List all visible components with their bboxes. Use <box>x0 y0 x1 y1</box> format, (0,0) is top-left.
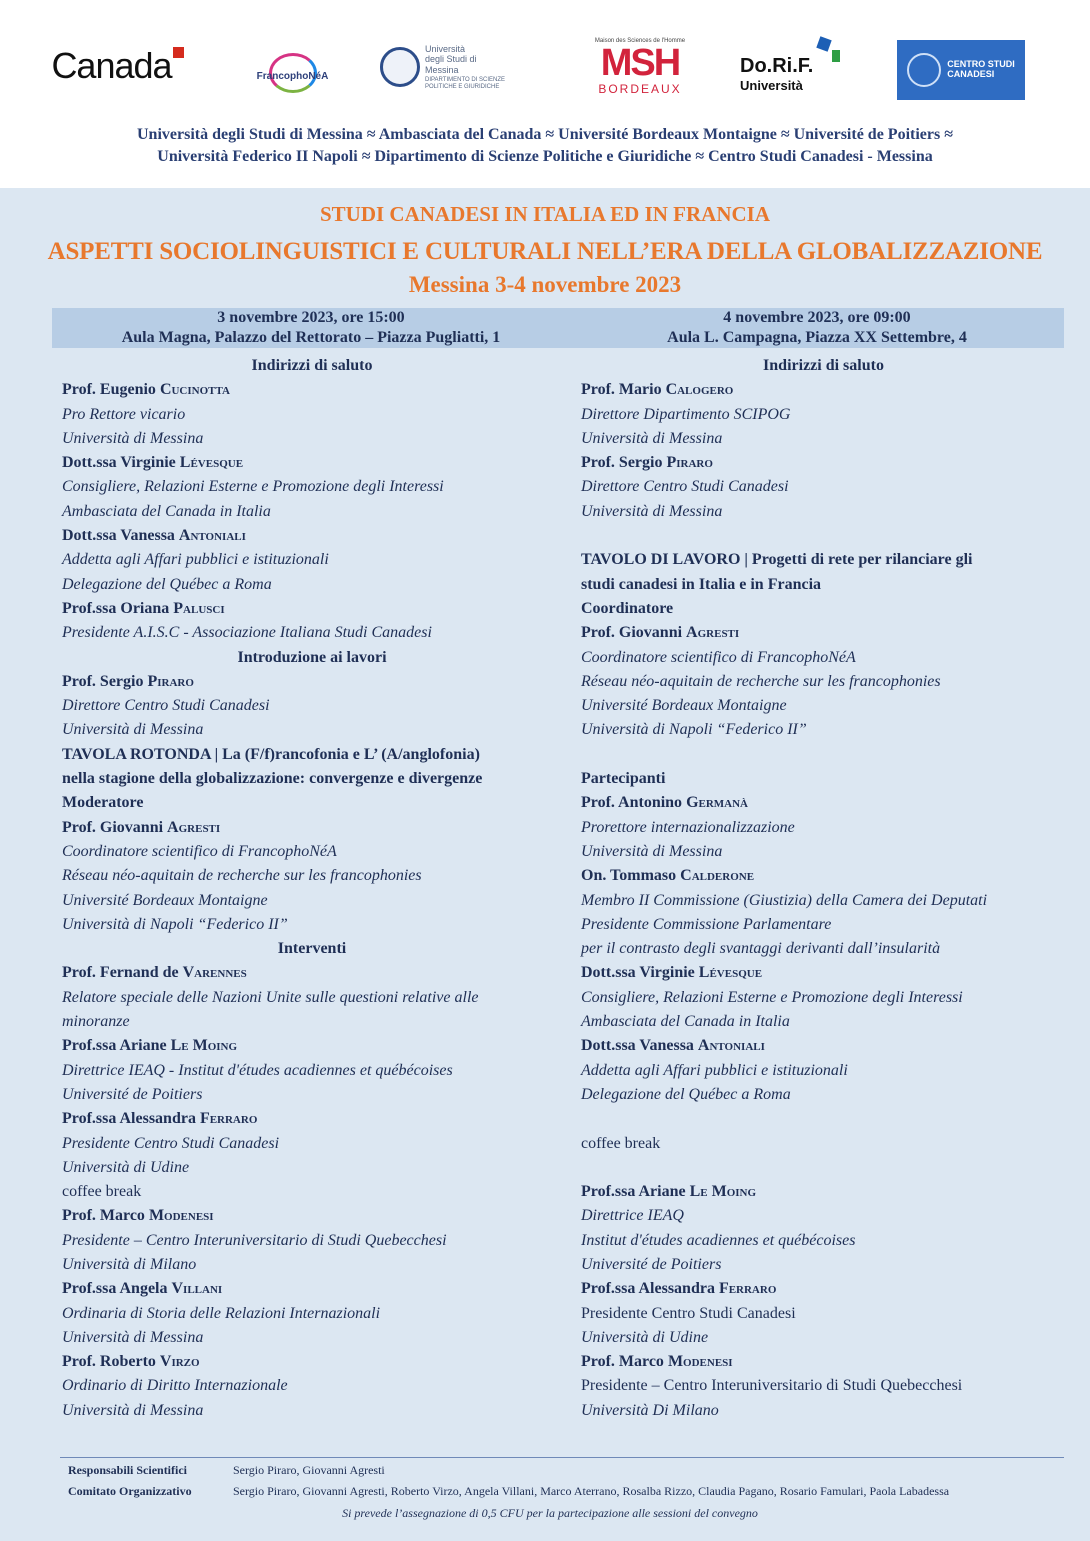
program-line: Institut d'études acadiennes et québécoises <box>581 1231 856 1249</box>
day2-date: 4 novembre 2023, ore 09:00 <box>723 309 911 326</box>
msh-wordmark: MSH <box>600 42 680 84</box>
francophonea-logo <box>250 36 335 98</box>
unime-logo <box>380 38 505 96</box>
program-line: Coordinatore scientifico di FrancophoNéA <box>62 842 337 860</box>
section-heading: Indirizzi di saluto <box>251 357 373 374</box>
program-line: Università di Udine <box>581 1328 709 1346</box>
organizers-line-2: Università Federico II Napoli ≈ Dipartimento di Scienze Politiche e Giuridiche ≈ Centro Studi Canadesi - Messina <box>157 148 933 165</box>
title-line-1: STUDI CANADESI IN ITALIA ED IN FRANCIA <box>319 202 771 226</box>
program-line: Università di Udine <box>62 1158 190 1176</box>
program-bold-line: Prof. Sergio Piraro <box>62 672 194 690</box>
program-bold-line: Partecipanti <box>581 770 666 788</box>
program-line: Università di Messina <box>62 1401 204 1419</box>
section-heading: Indirizzi di saluto <box>763 357 884 374</box>
program-line: Presidente Centro Studi Canadesi <box>62 1134 280 1152</box>
spacer <box>581 1107 1066 1131</box>
footer-divider <box>60 1457 1064 1458</box>
program-bold-line: Prof.ssa Oriana Palusci <box>62 599 225 617</box>
program-line: Réseau néo-aquitain de recherche sur les francophonies <box>581 672 941 690</box>
section-heading: Introduzione ai lavori <box>237 648 387 666</box>
shape-icon <box>816 36 831 51</box>
program-bold-line: Prof. Marco Modenesi <box>62 1207 214 1225</box>
program-bold-line: Dott.ssa Virginie Lévesque <box>62 454 244 472</box>
unime-line: Università <box>425 43 466 54</box>
msh-subtitle: BORDEAUX <box>598 82 682 96</box>
logo-banner <box>0 0 1090 188</box>
program-bold-line: Prof. Eugenio Cucinotta <box>62 381 230 399</box>
csc-line: CANADESI <box>947 69 995 79</box>
resp-value: Sergio Piraro, Giovanni Agresti <box>233 1463 385 1477</box>
program-line: Delegazione del Québec a Roma <box>581 1085 791 1103</box>
program-line: Ordinaria di Storia delle Relazioni Internazionali <box>62 1304 381 1322</box>
program-line: Università di Messina <box>581 842 723 860</box>
canada-wordmark: Canada <box>51 45 172 86</box>
comitato-value: Sergio Piraro, Giovanni Agresti, Roberto Virzo, Angela Villani, Marco Aterrano, Rosalba Rizzo, Claudia Pagano, Rosario Famulari, Paola Labadessa <box>233 1484 950 1498</box>
day1-header <box>52 308 570 348</box>
program-line: Università di Napoli “Federico II” <box>581 721 807 739</box>
program-bold-line: nella stagione della globalizzazione: convergenze e divergenze <box>62 770 483 788</box>
program-line: per il contrasto degli svantaggi derivanti dall’insularità <box>581 940 941 958</box>
program-line: Presidente – Centro Interuniversitario di Studi Quebecchesi <box>581 1377 963 1395</box>
program-bold-line: Prof. Giovanni Agresti <box>581 624 740 642</box>
program-bold-line: Prof.ssa Ariane Le Moing <box>62 1037 238 1055</box>
program-bold-line: Dott.ssa Vanessa Antoniali <box>581 1037 765 1055</box>
canada-logo <box>50 44 185 88</box>
program-line: Università di Messina <box>62 721 204 739</box>
spacer <box>581 524 1066 548</box>
program-line: Ordinario di Diritto Internazionale <box>62 1377 288 1395</box>
day2-venue: Aula L. Campagna, Piazza XX Settembre, 4 <box>667 329 967 346</box>
program-line: Università di Messina <box>62 429 204 447</box>
program-line: Université de Poitiers <box>581 1255 722 1273</box>
organizers-line-1: Università degli Studi di Messina ≈ Ambasciata del Canada ≈ Université Bordeaux Montaigne ≈ Université de Poitiers ≈ <box>137 126 953 143</box>
program-bold-line: Prof. Marco Modenesi <box>581 1353 733 1371</box>
program-bold-line: Prof.ssa Alessandra Ferraro <box>581 1280 777 1298</box>
program-bold-line: Prof.ssa Alessandra Ferraro <box>62 1110 258 1128</box>
program-line: Ambasciata del Canada in Italia <box>581 1013 790 1031</box>
program-line: coffee break <box>62 1183 142 1201</box>
program-line: Addetta agli Affari pubblici e istituzionali <box>62 551 329 569</box>
unime-wordmark <box>425 44 505 90</box>
program-line: Prorettore internazionalizzazione <box>581 818 795 836</box>
program-line: Università Di Milano <box>581 1401 719 1419</box>
spacer <box>581 1156 1066 1180</box>
program-bold-line: Prof. Giovanni Agresti <box>62 818 221 836</box>
program-line: Réseau néo-aquitain de recherche sur les francophonies <box>62 867 422 885</box>
program-bold-line: Moderatore <box>62 794 144 812</box>
program-line: Relatore speciale delle Nazioni Unite sulle questioni relative alle <box>62 988 479 1006</box>
program-line: Presidente – Centro Interuniversitario di Studi Quebecchesi <box>62 1231 447 1249</box>
program-line: Università di Messina <box>62 1328 204 1346</box>
program-line: Consigliere, Relazioni Esterne e Promozione degli Interessi <box>62 478 444 496</box>
unime-line: Messina <box>425 64 459 75</box>
program-line: Direttrice IEAQ <box>581 1207 684 1225</box>
resp-label: Responsabili Scientifici <box>68 1463 188 1477</box>
program-line: Direttore Dipartimento SCIPOG <box>581 405 791 423</box>
msh-logo <box>585 38 695 96</box>
program-bold-line: Dott.ssa Virginie Lévesque <box>581 964 763 982</box>
program-bold-line: Coordinatore <box>581 599 674 617</box>
csc-logo <box>897 40 1025 100</box>
day1-program <box>62 354 562 1423</box>
msh-caption: Maison des Sciences de l'Homme <box>594 38 686 44</box>
program-line: Presidente Commissione Parlamentare <box>581 915 832 933</box>
program-line: Università di Napoli “Federico II” <box>62 915 288 933</box>
program-line: Pro Rettore vicario <box>62 405 186 423</box>
program-bold-line: On. Tommaso Calderone <box>581 867 755 885</box>
program-bold-line: studi canadesi in Italia e in Francia <box>581 575 822 593</box>
program-bold-line: TAVOLO DI LAVORO | Progetti di rete per rilanciare gli <box>581 551 973 569</box>
program-line: Direttore Centro Studi Canadesi <box>581 478 789 496</box>
program-line: Coordinatore scientifico di FrancophoNéA <box>581 648 856 666</box>
program-line: Università di Milano <box>62 1255 197 1273</box>
program-bold-line: Prof. Sergio Piraro <box>581 454 713 472</box>
unime-dept: DIPARTIMENTO DI SCIENZE POLITICHE E GIURIDICHE <box>425 76 506 90</box>
shape-icon <box>832 50 840 62</box>
program-line: Università di Messina <box>581 502 723 520</box>
program-line: Delegazione del Québec a Roma <box>62 575 272 593</box>
program-bold-line: Prof. Fernand de Varennes <box>62 964 247 982</box>
program-bold-line: Dott.ssa Vanessa Antoniali <box>62 527 246 545</box>
program-line: Université de Poitiers <box>62 1085 203 1103</box>
program-line: minoranze <box>62 1013 130 1031</box>
program-bold-line: Prof. Mario Calogero <box>581 381 734 399</box>
comitato-label: Comitato Organizzativo <box>68 1484 192 1498</box>
program-line: Ambasciata del Canada in Italia <box>62 502 271 520</box>
program-line: Direttore Centro Studi Canadesi <box>62 697 270 715</box>
program-line: Consigliere, Relazioni Esterne e Promozione degli Interessi <box>581 988 963 1006</box>
program-line: Université Bordeaux Montaigne <box>62 891 268 909</box>
seal-icon <box>380 47 420 87</box>
title-line-2: ASPETTI SOCIOLINGUISTICI E CULTURALI NELL’ERA DELLA GLOBALIZZAZIONE <box>47 238 1043 265</box>
title-line-3: Messina 3-4 novembre 2023 <box>408 272 682 297</box>
dorif-wordmark: Do.Ri.F. <box>740 55 814 77</box>
program-line: Presidente Centro Studi Canadesi <box>581 1304 796 1322</box>
csc-line: CENTRO STUDI <box>947 59 1015 70</box>
program-bold-line: Prof. Antonino Germanà <box>581 794 749 812</box>
spacer <box>581 743 1066 767</box>
program-line: Direttrice IEAQ - Institut d'études acadiennes et québécoises <box>62 1061 453 1079</box>
section-heading: Interventi <box>277 940 347 958</box>
program-bold-line: TAVOLA ROTONDA | La (F/f)rancofonia e L’ (A/anglofonia) <box>62 745 480 763</box>
program-line: Università di Messina <box>581 429 723 447</box>
program-bold-line: Prof. Roberto Virzo <box>62 1353 200 1371</box>
program-line: Université Bordeaux Montaigne <box>581 697 787 715</box>
unime-line: degli Studi di <box>425 54 477 65</box>
dorif-subtitle: Università <box>740 78 803 93</box>
day1-venue: Aula Magna, Palazzo del Rettorato – Piazza Pugliatti, 1 <box>121 329 501 346</box>
program-line: Presidente A.I.S.C - Associazione Italiana Studi Canadesi <box>62 624 432 642</box>
day1-date: 3 novembre 2023, ore 15:00 <box>217 309 405 326</box>
program-line: Membro II Commissione (Giustizia) della Camera dei Deputati <box>581 891 988 909</box>
day2-program <box>581 354 1066 1423</box>
seal-icon <box>907 53 941 87</box>
program-bold-line: Prof.ssa Angela Villani <box>62 1280 223 1298</box>
program-line: coffee break <box>581 1134 661 1152</box>
program-line: Addetta agli Affari pubblici e istituzionali <box>581 1061 848 1079</box>
francophonea-wordmark: FrancophoNéA <box>256 70 329 82</box>
flag-icon <box>173 47 184 58</box>
program-bold-line: Prof.ssa Ariane Le Moing <box>581 1183 757 1201</box>
cfu-note: Si prevede l’assegnazione di 0,5 CFU per la partecipazione alle sessioni del convegno <box>342 1506 758 1520</box>
day2-header <box>570 308 1064 348</box>
dorif-logo <box>740 38 845 96</box>
